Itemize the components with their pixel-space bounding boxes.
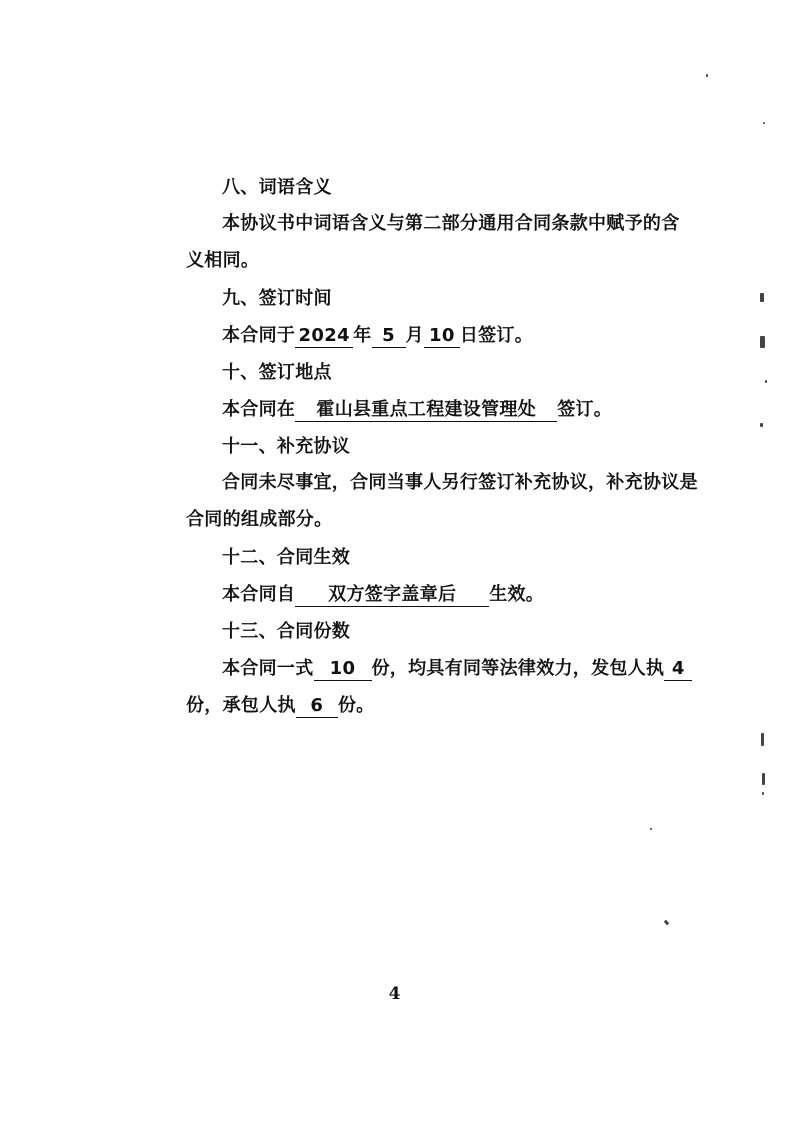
section-body-line: 合同的组成部分。 xyxy=(186,509,333,530)
scan-speck xyxy=(706,74,708,77)
section-heading-effectiveness: 十二、合同生效 xyxy=(222,547,351,568)
signing-place-prefix: 本合同在 xyxy=(222,399,296,420)
contractor-copies-field: 6 xyxy=(296,695,338,718)
effectiveness-condition-field: 双方签字盖章后 xyxy=(295,584,489,607)
effectiveness-prefix: 本合同自 xyxy=(222,584,296,605)
signing-day-field: 10 xyxy=(424,325,460,348)
section-body-line: 义相同。 xyxy=(186,250,260,271)
scan-speck xyxy=(762,773,765,785)
section-body-line: 本协议书中词语含义与第二部分通用合同条款中赋予的含 xyxy=(222,213,680,234)
effectiveness-line xyxy=(222,583,544,607)
scan-speck xyxy=(664,920,670,926)
signing-date-line xyxy=(222,324,533,348)
scan-speck xyxy=(762,792,764,795)
signing-year-field: 2024 xyxy=(295,325,353,348)
section-heading-signing-time: 九、签订时间 xyxy=(222,288,332,309)
copies-mid-text: 份，均具有同等法律效力，发包人执 xyxy=(371,658,665,679)
signing-place-line xyxy=(222,398,612,422)
signing-month-field: 5 xyxy=(372,325,406,348)
section-heading-signing-place: 十、签订地点 xyxy=(222,362,332,383)
signing-place-field: 霍山县重点工程建设管理处 xyxy=(295,399,557,422)
scan-speck xyxy=(765,380,767,383)
copies-line-2 xyxy=(186,694,374,718)
section-heading-copies: 十三、合同份数 xyxy=(222,621,351,642)
month-unit: 月 xyxy=(405,325,424,346)
scan-speck xyxy=(763,122,765,124)
effectiveness-suffix: 生效。 xyxy=(489,584,545,605)
copies-line-1 xyxy=(222,657,692,681)
total-copies-field: 10 xyxy=(314,658,372,681)
contractor-copies-prefix: 份，承包人执 xyxy=(186,695,296,716)
scan-speck xyxy=(760,336,765,348)
employer-copies-field: 4 xyxy=(664,658,692,681)
scan-speck xyxy=(760,293,764,302)
signing-place-suffix: 签订。 xyxy=(557,399,613,420)
section-body-line: 合同未尽事宜，合同当事人另行签订补充协议，补充协议是 xyxy=(222,472,698,493)
copies-prefix: 本合同一式 xyxy=(222,658,314,679)
scan-speck xyxy=(650,828,652,830)
contractor-copies-suffix: 份。 xyxy=(337,695,375,716)
section-heading-word-meaning: 八、词语含义 xyxy=(222,177,332,198)
year-unit: 年 xyxy=(353,325,372,346)
scan-speck xyxy=(760,423,763,427)
signing-date-prefix: 本合同于 xyxy=(222,325,296,346)
signing-date-suffix: 日签订。 xyxy=(459,325,534,346)
section-heading-supplementary: 十一、补充协议 xyxy=(222,436,351,457)
scan-speck xyxy=(761,733,764,746)
page-number: 4 xyxy=(388,984,401,1004)
